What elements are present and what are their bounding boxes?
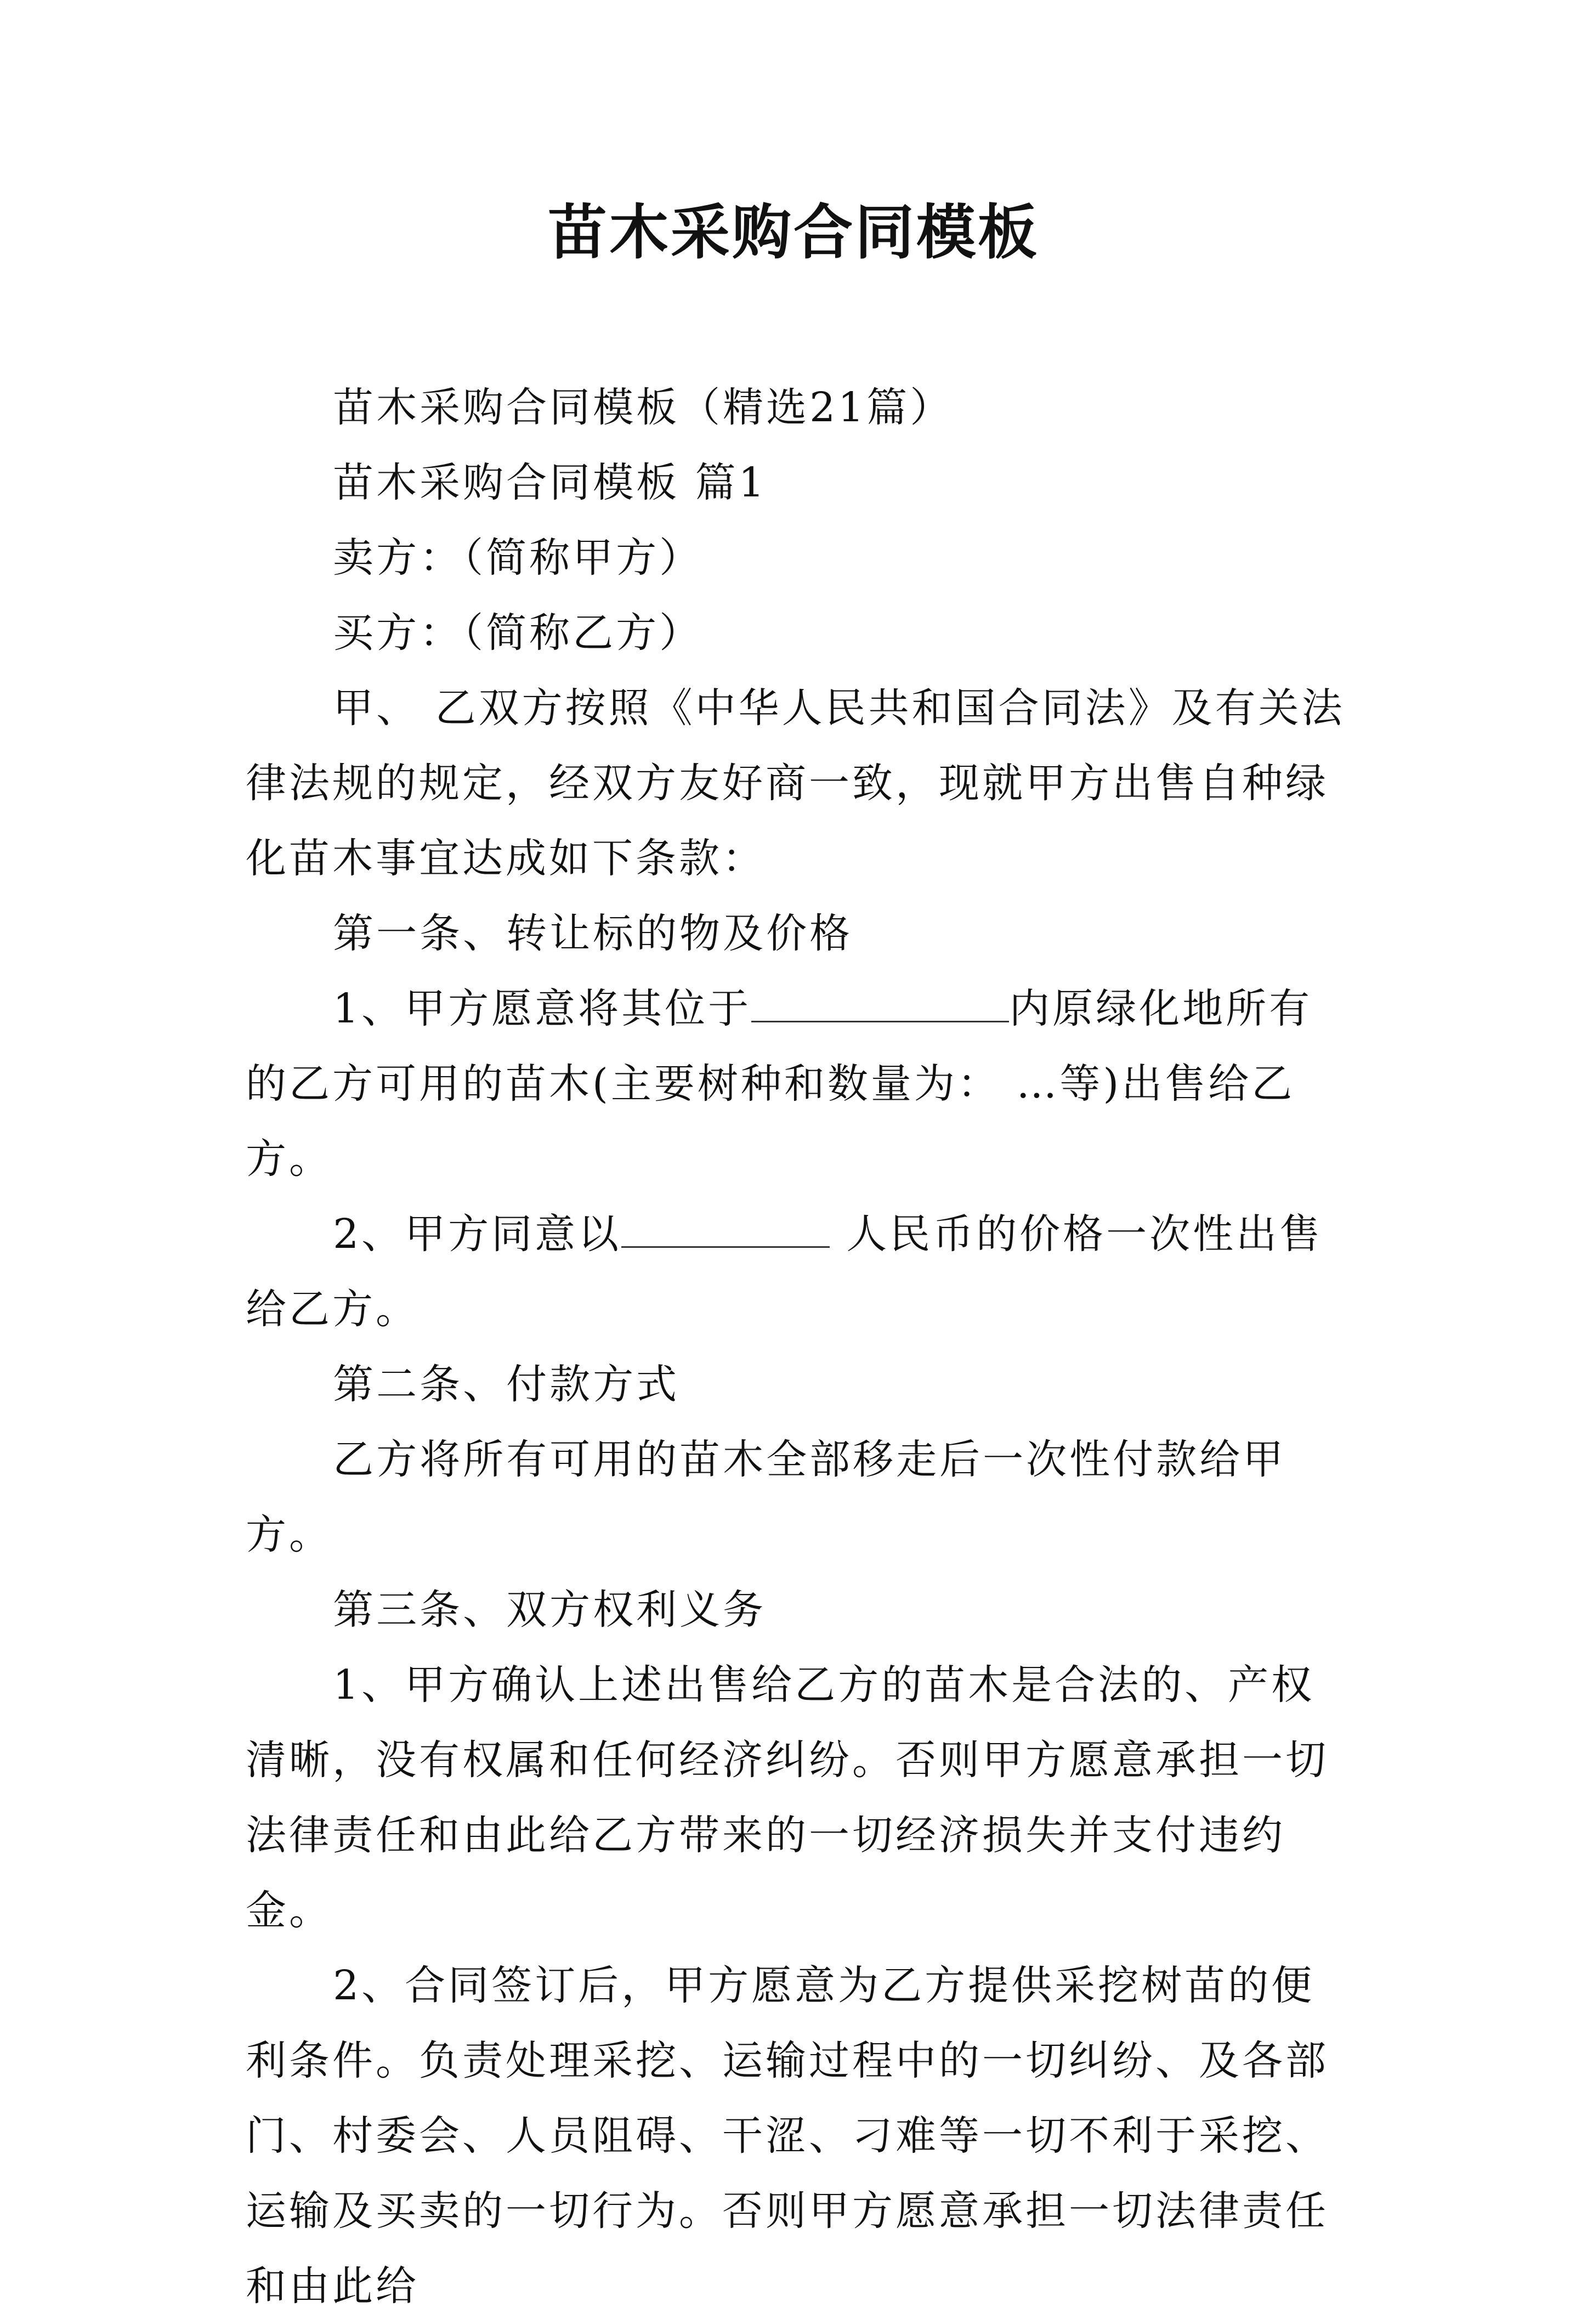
paragraph-buyer: 买方：（简称乙方） bbox=[333, 609, 703, 657]
text-segment: 内原绿化地所有的乙方可用的苗木(主要树种和数量为： …等)出售给乙方。 bbox=[246, 985, 1313, 1183]
document-title: 苗木采购合同模板 bbox=[547, 198, 1039, 267]
paragraph-preamble: 甲、 乙双方按照《中华人民共和国合同法》及有关法律法规的规定，经双方友好商一致，现就甲方出售自种绿化苗木事宜达成如下条款： bbox=[246, 685, 1345, 882]
paragraph-subtitle: 苗木采购合同模板（精选21篇） bbox=[333, 384, 954, 431]
paragraph-article-3-item-2: 2、合同签订后，甲方愿意为乙方提供采挖树苗的便利条件。负责处理采挖、运输过程中的一切纠纷、及各部门、村委会、人员阻碍、干涩、刁难等一切不利于采挖、运输及买卖的一切行为。否则甲方愿意承担一切法律责任和由此给 bbox=[246, 1962, 1329, 2310]
paragraph-article-1-item-2 bbox=[246, 1197, 1351, 1347]
document-body bbox=[246, 370, 1351, 2324]
paragraph-article-2-heading: 第二条、付款方式 bbox=[333, 1361, 680, 1408]
paragraph-article-3-item-1: 1、甲方确认上述出售给乙方的苗木是合法的、产权清晰，没有权属和任何经济纠纷。否则甲方愿意承担一切法律责任和由此给乙方带来的一切经济损失并支付违约金。 bbox=[246, 1661, 1329, 1934]
fill-in-blank bbox=[751, 986, 1009, 1022]
text-segment: 1、甲方愿意将其位于 bbox=[333, 985, 752, 1032]
paragraph-article-3-heading: 第三条、双方权利义务 bbox=[333, 1586, 767, 1633]
paragraph-article-2-body: 乙方将所有可用的苗木全部移走后一次性付款给甲方。 bbox=[246, 1436, 1286, 1558]
paragraph-article-1-item-1 bbox=[246, 971, 1351, 1197]
paragraph-article-1-heading: 第一条、转让标的物及价格 bbox=[333, 910, 853, 957]
paragraph-section-heading: 苗木采购合同模板 篇1 bbox=[333, 459, 767, 506]
fill-in-blank bbox=[621, 1211, 830, 1248]
text-segment: 人民币的价格一次性出售给乙方。 bbox=[246, 1211, 1323, 1333]
paragraph-seller: 卖方：（简称甲方） bbox=[333, 534, 703, 581]
text-segment: 2、甲方同意以 bbox=[333, 1211, 622, 1258]
